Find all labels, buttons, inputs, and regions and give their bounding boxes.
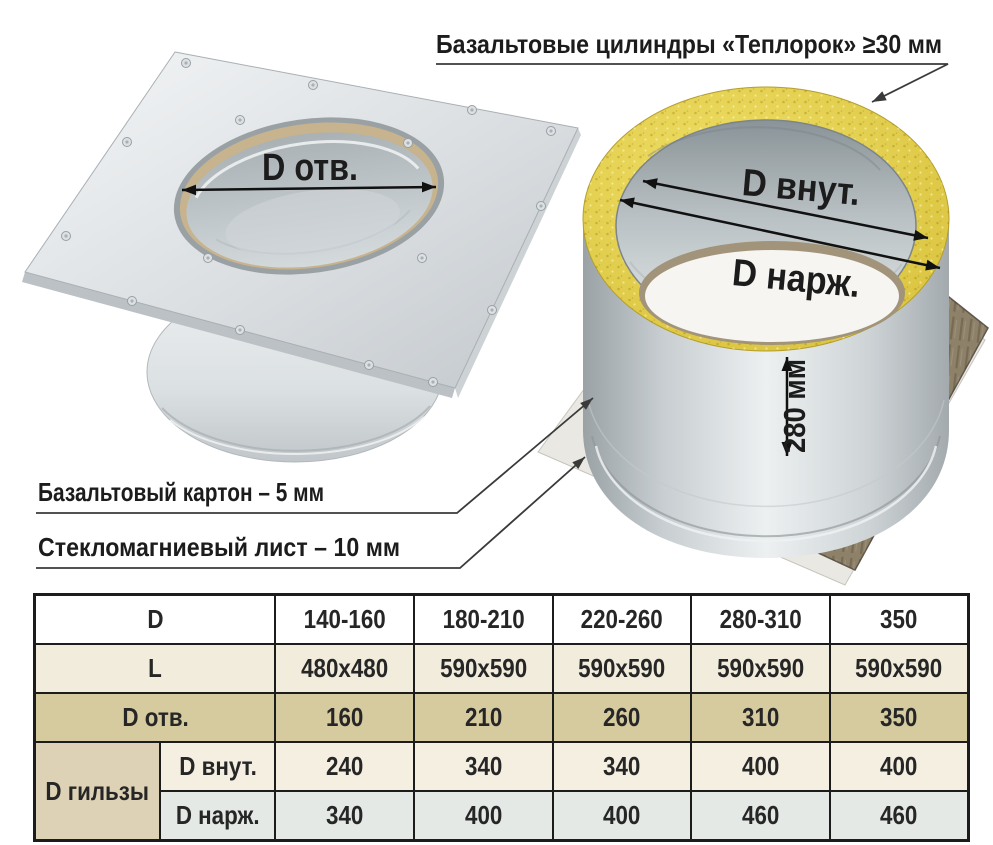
cylinders-label: Базальтовые цилиндры «Теплорок» ≥30 мм [436,29,942,59]
table-row-d [35,595,969,645]
cell-dvnut-1: 240 [275,742,414,791]
cell-d-4: 280-310 [691,595,830,645]
sheet-label: Стекломагниевый лист – 10 мм [38,532,400,562]
cell-l-1: 480x480 [275,644,414,693]
table-row-d-narj [35,791,969,841]
cell-d-3: 220-260 [553,595,692,645]
cell-dotv-3: 260 [553,693,692,742]
row-header-d-vnut: D внут. [160,742,275,791]
cell-dvnut-5: 400 [830,742,969,791]
cell-dnarj-5: 460 [830,791,969,841]
spec-table [33,593,970,842]
cell-dvnut-3: 340 [553,742,692,791]
sleeve-photo [538,87,988,585]
flange-photo [22,52,581,462]
cell-dotv-5: 350 [830,693,969,742]
table-row-l [35,644,969,693]
cell-dnarj-4: 460 [691,791,830,841]
row-header-d-gilzy: D гильзы [35,742,160,841]
row-header-d-otv: D отв. [35,693,276,742]
height-label: 280 мм [777,346,812,453]
cell-dotv-1: 160 [275,693,414,742]
cell-d-1: 140-160 [275,595,414,645]
hole-diameter-label: D отв. [262,147,358,189]
cell-dotv-2: 210 [414,693,553,742]
cell-dnarj-2: 400 [414,791,553,841]
cell-l-3: 590x590 [553,644,692,693]
cell-dvnut-2: 340 [414,742,553,791]
cardboard-label: Базальтовый картон – 5 мм [38,477,324,507]
row-header-d: D [35,595,276,645]
cell-dnarj-3: 400 [553,791,692,841]
table-row-d-vnut [35,742,969,791]
row-header-l: L [35,644,276,693]
cell-dnarj-1: 340 [275,791,414,841]
cell-dotv-4: 310 [691,693,830,742]
cell-l-2: 590x590 [414,644,553,693]
table-row-d-otv [35,693,969,742]
cell-d-5: 350 [830,595,969,645]
cell-d-2: 180-210 [414,595,553,645]
height-dimension [777,346,812,456]
outer-diameter-label: D нарж. [730,252,877,308]
cell-dvnut-4: 400 [691,742,830,791]
cell-l-4: 590x590 [691,644,830,693]
cell-l-5: 590x590 [830,644,969,693]
inner-diameter-label: D внут. [740,161,876,216]
cylinders-callout [436,29,948,102]
row-header-d-narj: D нарж. [160,791,275,841]
